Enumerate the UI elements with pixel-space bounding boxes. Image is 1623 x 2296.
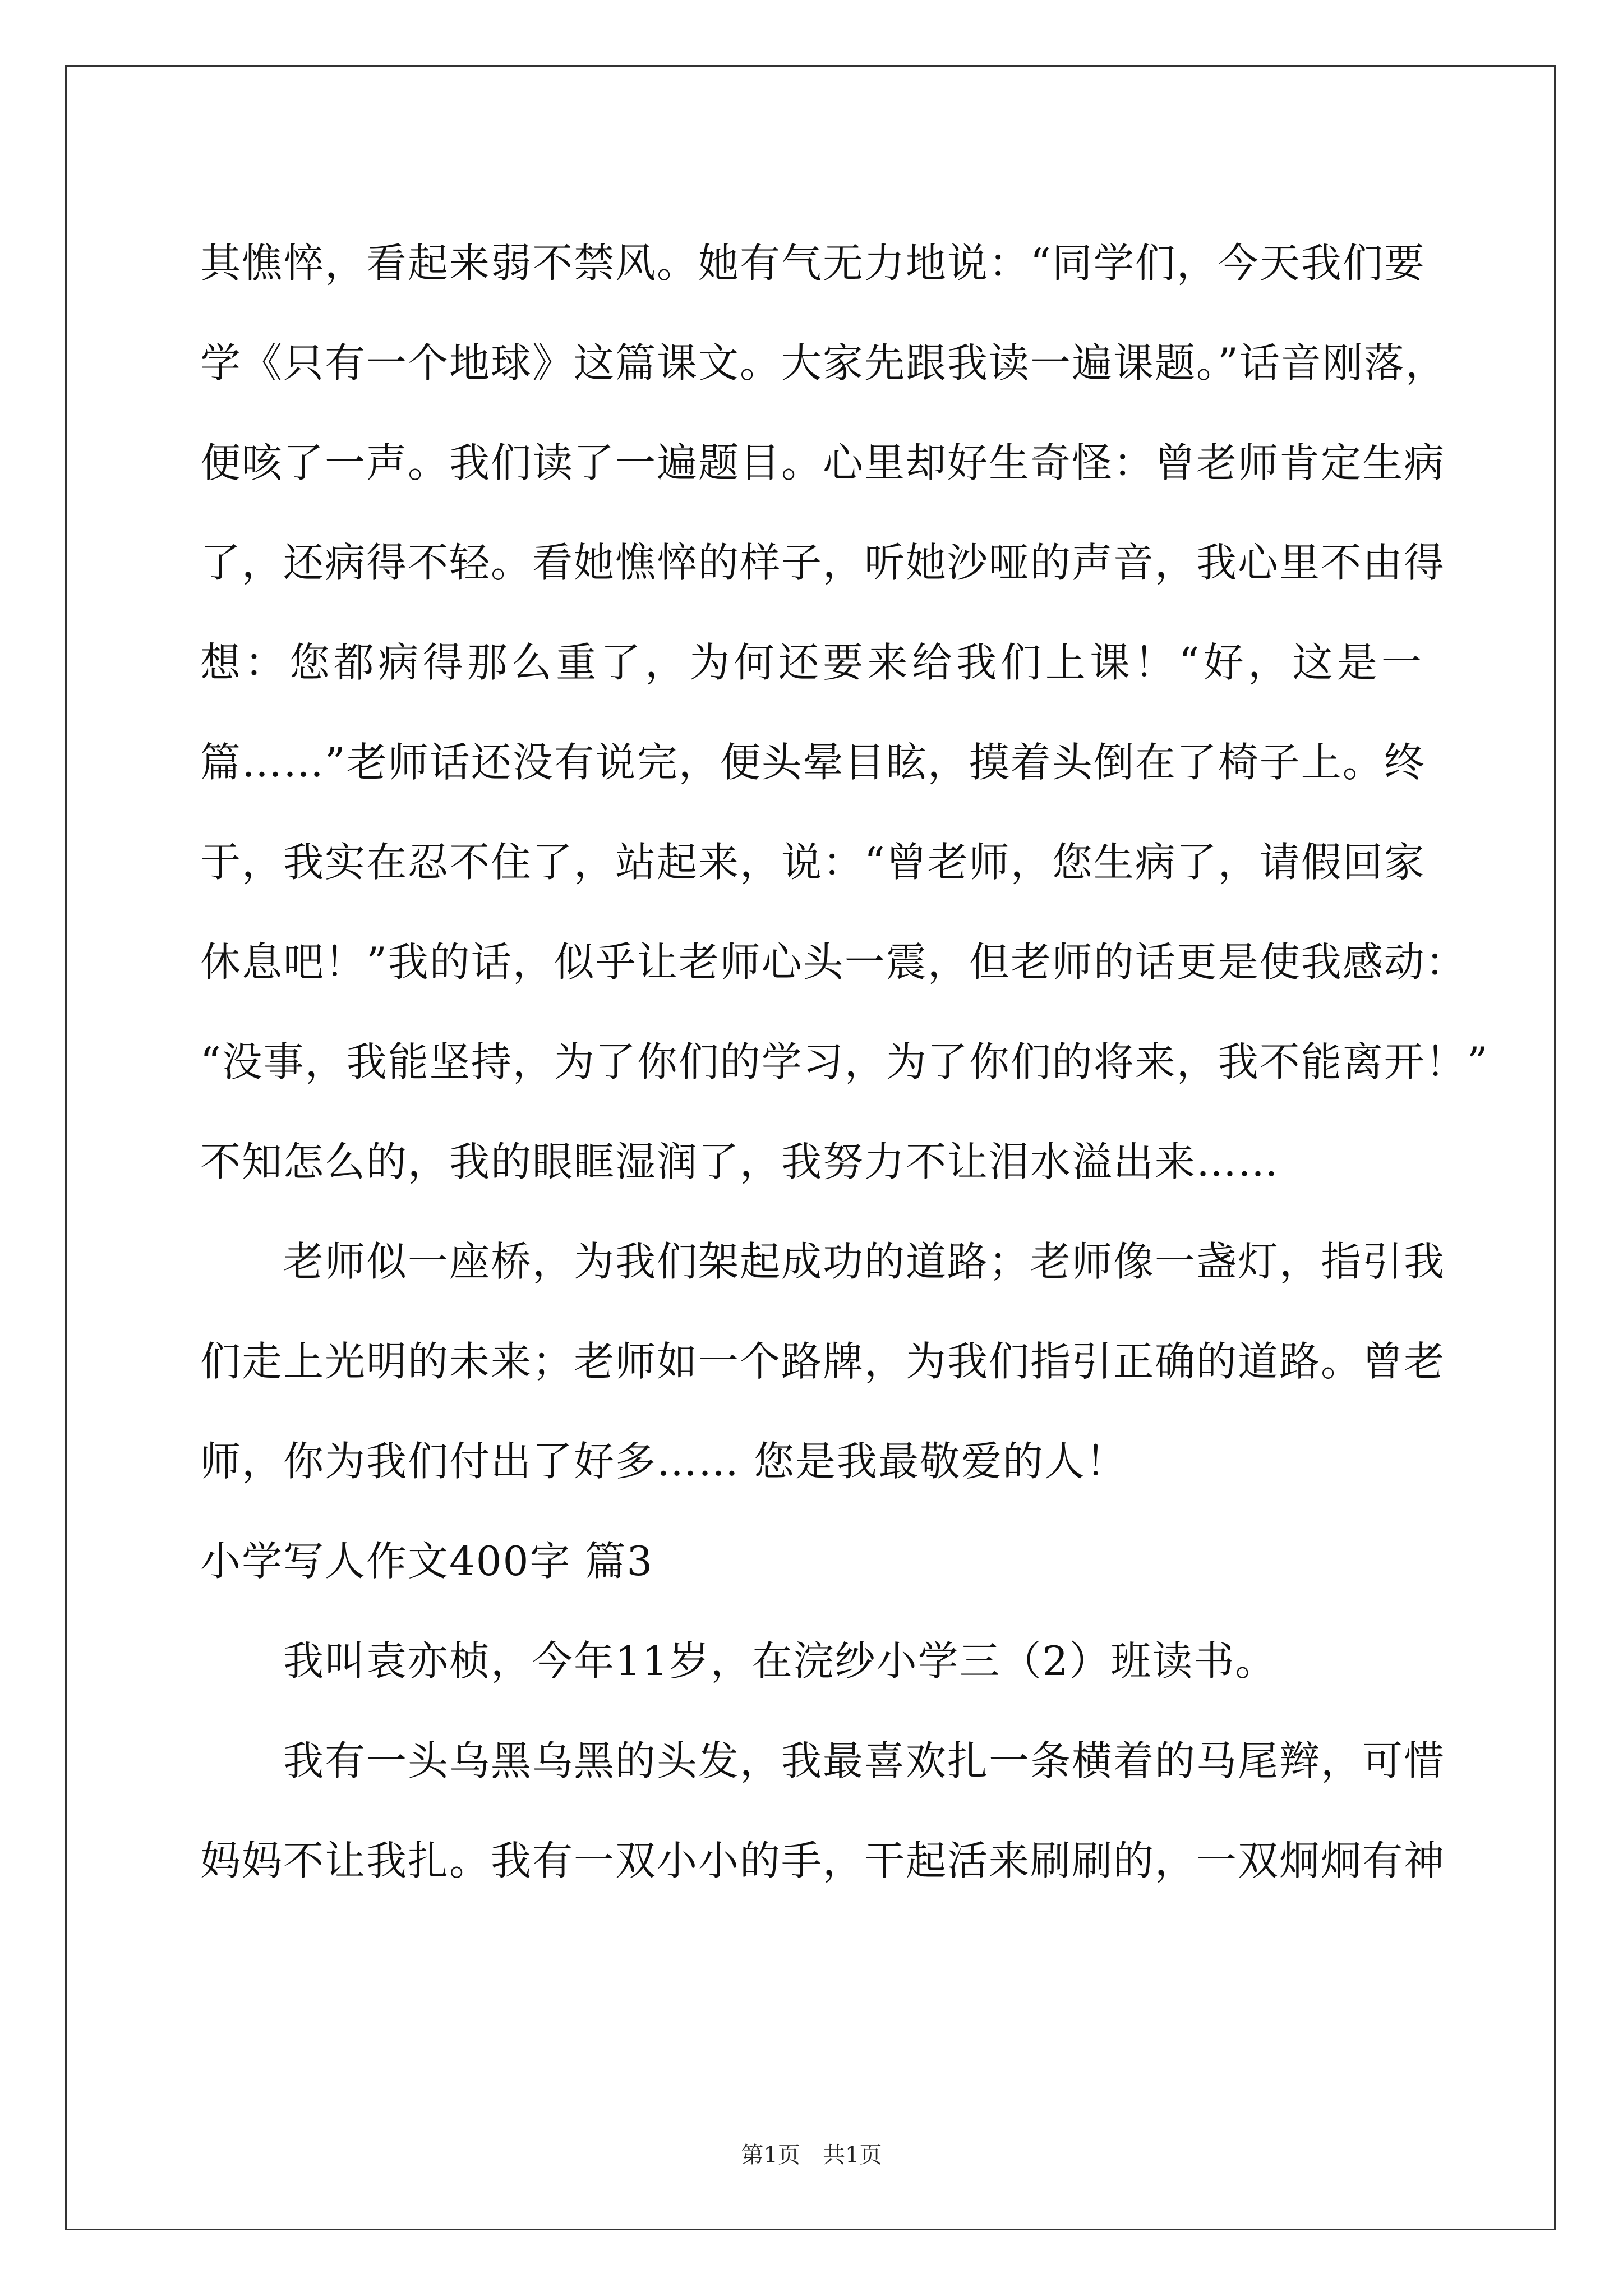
text-line: 师，你为我们付出了好多…… 您是我最敬爱的人！ — [200, 1438, 1127, 1485]
text-line: 于，我实在忍不住了，站起来，说：“曾老师，您生病了，请假回家 — [200, 839, 1426, 886]
paragraph-first-line: 我叫袁亦桢，今年11岁，在浣纱小学三（2）班读书。 — [283, 1637, 1277, 1685]
paragraph-first-line: 老师似一座桥，为我们架起成功的道路；老师像一盏灯，指引我 — [283, 1238, 1446, 1285]
text-line: 不知怎么的，我的眼眶湿润了，我努力不让泪水溢出来…… — [200, 1138, 1280, 1185]
text-line: 其憔悴，看起来弱不禁风。她有气无力地说：“同学们，今天我们要 — [200, 240, 1426, 287]
text-line: 妈妈不让我扎。我有一双小小的手，干起活来刷刷的，一双炯炯有神 — [200, 1837, 1446, 1884]
document-body — [200, 213, 1489, 1911]
text-line: 篇……”老师话还没有说完，便头晕目眩，摸着头倒在了椅子上。终 — [200, 739, 1426, 786]
text-line: 了，还病得不轻。看她憔悴的样子，听她沙哑的声音，我心里不由得 — [200, 539, 1446, 586]
page-number-footer: 第1页 共1页 — [741, 2142, 882, 2168]
text-line: 学《只有一个地球》这篇课文。大家先跟我读一遍课题。”话音刚落， — [200, 339, 1447, 386]
text-line: 想：您都病得那么重了，为何还要来给我们上课！“好，这是一 — [200, 639, 1423, 686]
text-line: 们走上光明的未来；老师如一个路牌，为我们指引正确的道路。曾老 — [200, 1338, 1446, 1385]
text-line: “没事，我能坚持，为了你们的学习，为了你们的将来，我不能离开！” — [200, 1038, 1489, 1085]
text-line: 便咳了一声。我们读了一遍题目。心里却好生奇怪：曾老师肯定生病 — [200, 439, 1446, 486]
paragraph-first-line: 我有一头乌黑乌黑的头发，我最喜欢扎一条横着的马尾辫，可惜 — [283, 1737, 1446, 1784]
section-heading: 小学写人作文400字 篇3 — [200, 1538, 654, 1585]
text-line: 休息吧！”我的话，似乎让老师心头一震，但老师的话更是使我感动： — [200, 938, 1467, 986]
